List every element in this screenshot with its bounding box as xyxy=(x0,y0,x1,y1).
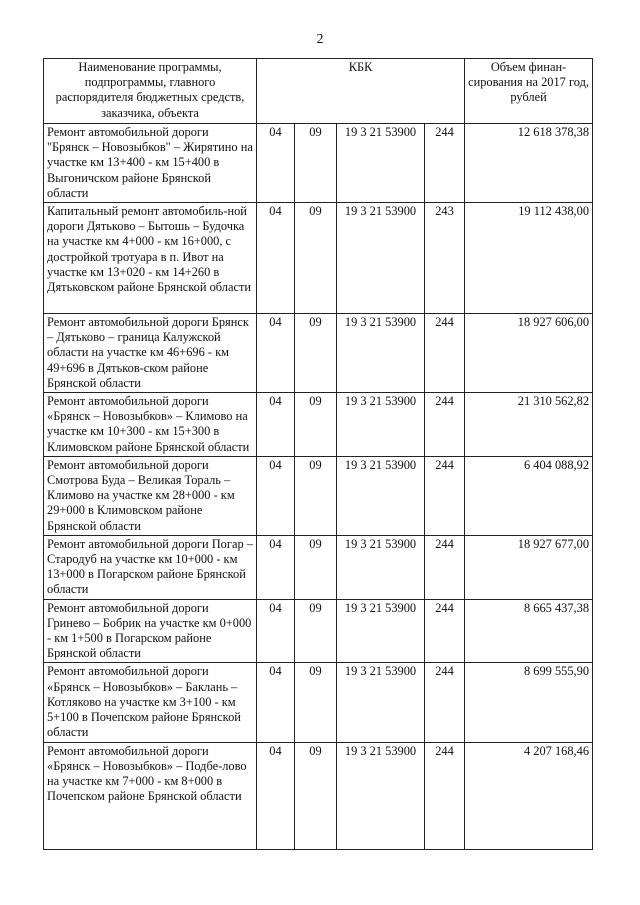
row-kbk-section: 04 xyxy=(257,314,295,393)
table-header-row xyxy=(44,59,593,124)
row-amount: 8 699 555,90 xyxy=(465,663,593,742)
row-kbk-type: 244 xyxy=(425,742,465,849)
row-kbk-type: 244 xyxy=(425,314,465,393)
row-kbk-subsection: 09 xyxy=(295,203,337,314)
row-kbk-target: 19 3 21 53900 xyxy=(337,203,425,314)
row-kbk-subsection: 09 xyxy=(295,456,337,535)
page-number: 2 xyxy=(316,32,324,47)
row-kbk-type: 244 xyxy=(425,663,465,742)
row-kbk-type: 243 xyxy=(425,203,465,314)
row-kbk-target: 19 3 21 53900 xyxy=(337,742,425,849)
header-kbk: КБК xyxy=(257,59,465,124)
table-row xyxy=(44,742,593,849)
row-kbk-target: 19 3 21 53900 xyxy=(337,456,425,535)
row-amount: 12 618 378,38 xyxy=(465,124,593,203)
row-amount: 18 927 677,00 xyxy=(465,535,593,599)
row-kbk-type: 244 xyxy=(425,124,465,203)
table-row xyxy=(44,599,593,663)
row-kbk-section: 04 xyxy=(257,599,295,663)
table-row xyxy=(44,663,593,742)
row-kbk-type: 244 xyxy=(425,535,465,599)
row-kbk-target: 19 3 21 53900 xyxy=(337,124,425,203)
row-kbk-subsection: 09 xyxy=(295,599,337,663)
row-kbk-subsection: 09 xyxy=(295,124,337,203)
row-kbk-target: 19 3 21 53900 xyxy=(337,663,425,742)
row-kbk-section: 04 xyxy=(257,203,295,314)
row-amount: 21 310 562,82 xyxy=(465,393,593,457)
row-name: Ремонт автомобильной дороги «Брянск – Новозыбков» – Баклань – Котляково на участке км 3+100 - км 5+100 в Почепском районе Брянской области xyxy=(44,663,257,742)
row-name: Капитальный ремонт автомобиль-ной дороги Дятьково – Бытошь – Будочка на участке км 4+000 - км 16+000, с достройкой тротуара в п. Ивот на участке км 13+020 - км 14+260 в Дятьковском районе Брянской области xyxy=(44,203,257,314)
budget-table xyxy=(43,58,593,850)
row-kbk-section: 04 xyxy=(257,742,295,849)
row-name: Ремонт автомобильной дороги Брянск – Дятьково – граница Калужской области на участке км 46+696 - км 49+696 в Дятьков-ском районе Брянской области xyxy=(44,314,257,393)
row-kbk-target: 19 3 21 53900 xyxy=(337,535,425,599)
row-kbk-target: 19 3 21 53900 xyxy=(337,393,425,457)
row-kbk-target: 19 3 21 53900 xyxy=(337,314,425,393)
table-row xyxy=(44,393,593,457)
row-kbk-target: 19 3 21 53900 xyxy=(337,599,425,663)
table-row xyxy=(44,456,593,535)
table-row xyxy=(44,314,593,393)
row-kbk-type: 244 xyxy=(425,456,465,535)
row-kbk-subsection: 09 xyxy=(295,663,337,742)
row-amount: 6 404 088,92 xyxy=(465,456,593,535)
row-kbk-subsection: 09 xyxy=(295,742,337,849)
header-name: Наименование программы, подпрограммы, главного распорядителя бюджетных средств, заказчика, объекта xyxy=(44,59,257,124)
row-name: Ремонт автомобильной дороги «Брянск – Новозыбков» – Климово на участке км 10+300 - км 15+300 в Климовском районе Брянской области xyxy=(44,393,257,457)
row-kbk-type: 244 xyxy=(425,393,465,457)
row-kbk-type: 244 xyxy=(425,599,465,663)
row-name: Ремонт автомобильной дороги "Брянск – Новозыбков" – Жирятино на участке км 13+400 - км 15+400 в Выгоничском районе Брянской области xyxy=(44,124,257,203)
row-kbk-subsection: 09 xyxy=(295,314,337,393)
table-row xyxy=(44,203,593,314)
row-name: Ремонт автомобильной дороги Погар – Стародуб на участке км 10+000 - км 13+000 в Погарском районе Брянской области xyxy=(44,535,257,599)
row-amount: 4 207 168,46 xyxy=(465,742,593,849)
row-kbk-section: 04 xyxy=(257,124,295,203)
row-kbk-subsection: 09 xyxy=(295,393,337,457)
row-kbk-section: 04 xyxy=(257,663,295,742)
table-row xyxy=(44,535,593,599)
table-row xyxy=(44,124,593,203)
row-name: Ремонт автомобильной дороги Смотрова Буда – Великая Topaль – Климово на участке км 28+000 - км 29+000 в Климовском районе Брянской области xyxy=(44,456,257,535)
row-name: Ремонт автомобильной дороги «Брянск – Новозыбков» – Подбе-лово на участке км 7+000 - км 8+000 в Почепском районе Брянской области xyxy=(44,742,257,849)
row-amount: 18 927 606,00 xyxy=(465,314,593,393)
row-kbk-section: 04 xyxy=(257,393,295,457)
row-amount: 8 665 437,38 xyxy=(465,599,593,663)
row-name: Ремонт автомобильной дороги Гринево – Бобрик на участке км 0+000 - км 1+500 в Погарском районе Брянской области xyxy=(44,599,257,663)
header-amount: Объем финан-сирования на 2017 год, рублей xyxy=(465,59,593,124)
row-kbk-section: 04 xyxy=(257,535,295,599)
row-amount: 19 112 438,00 xyxy=(465,203,593,314)
row-kbk-section: 04 xyxy=(257,456,295,535)
row-kbk-subsection: 09 xyxy=(295,535,337,599)
